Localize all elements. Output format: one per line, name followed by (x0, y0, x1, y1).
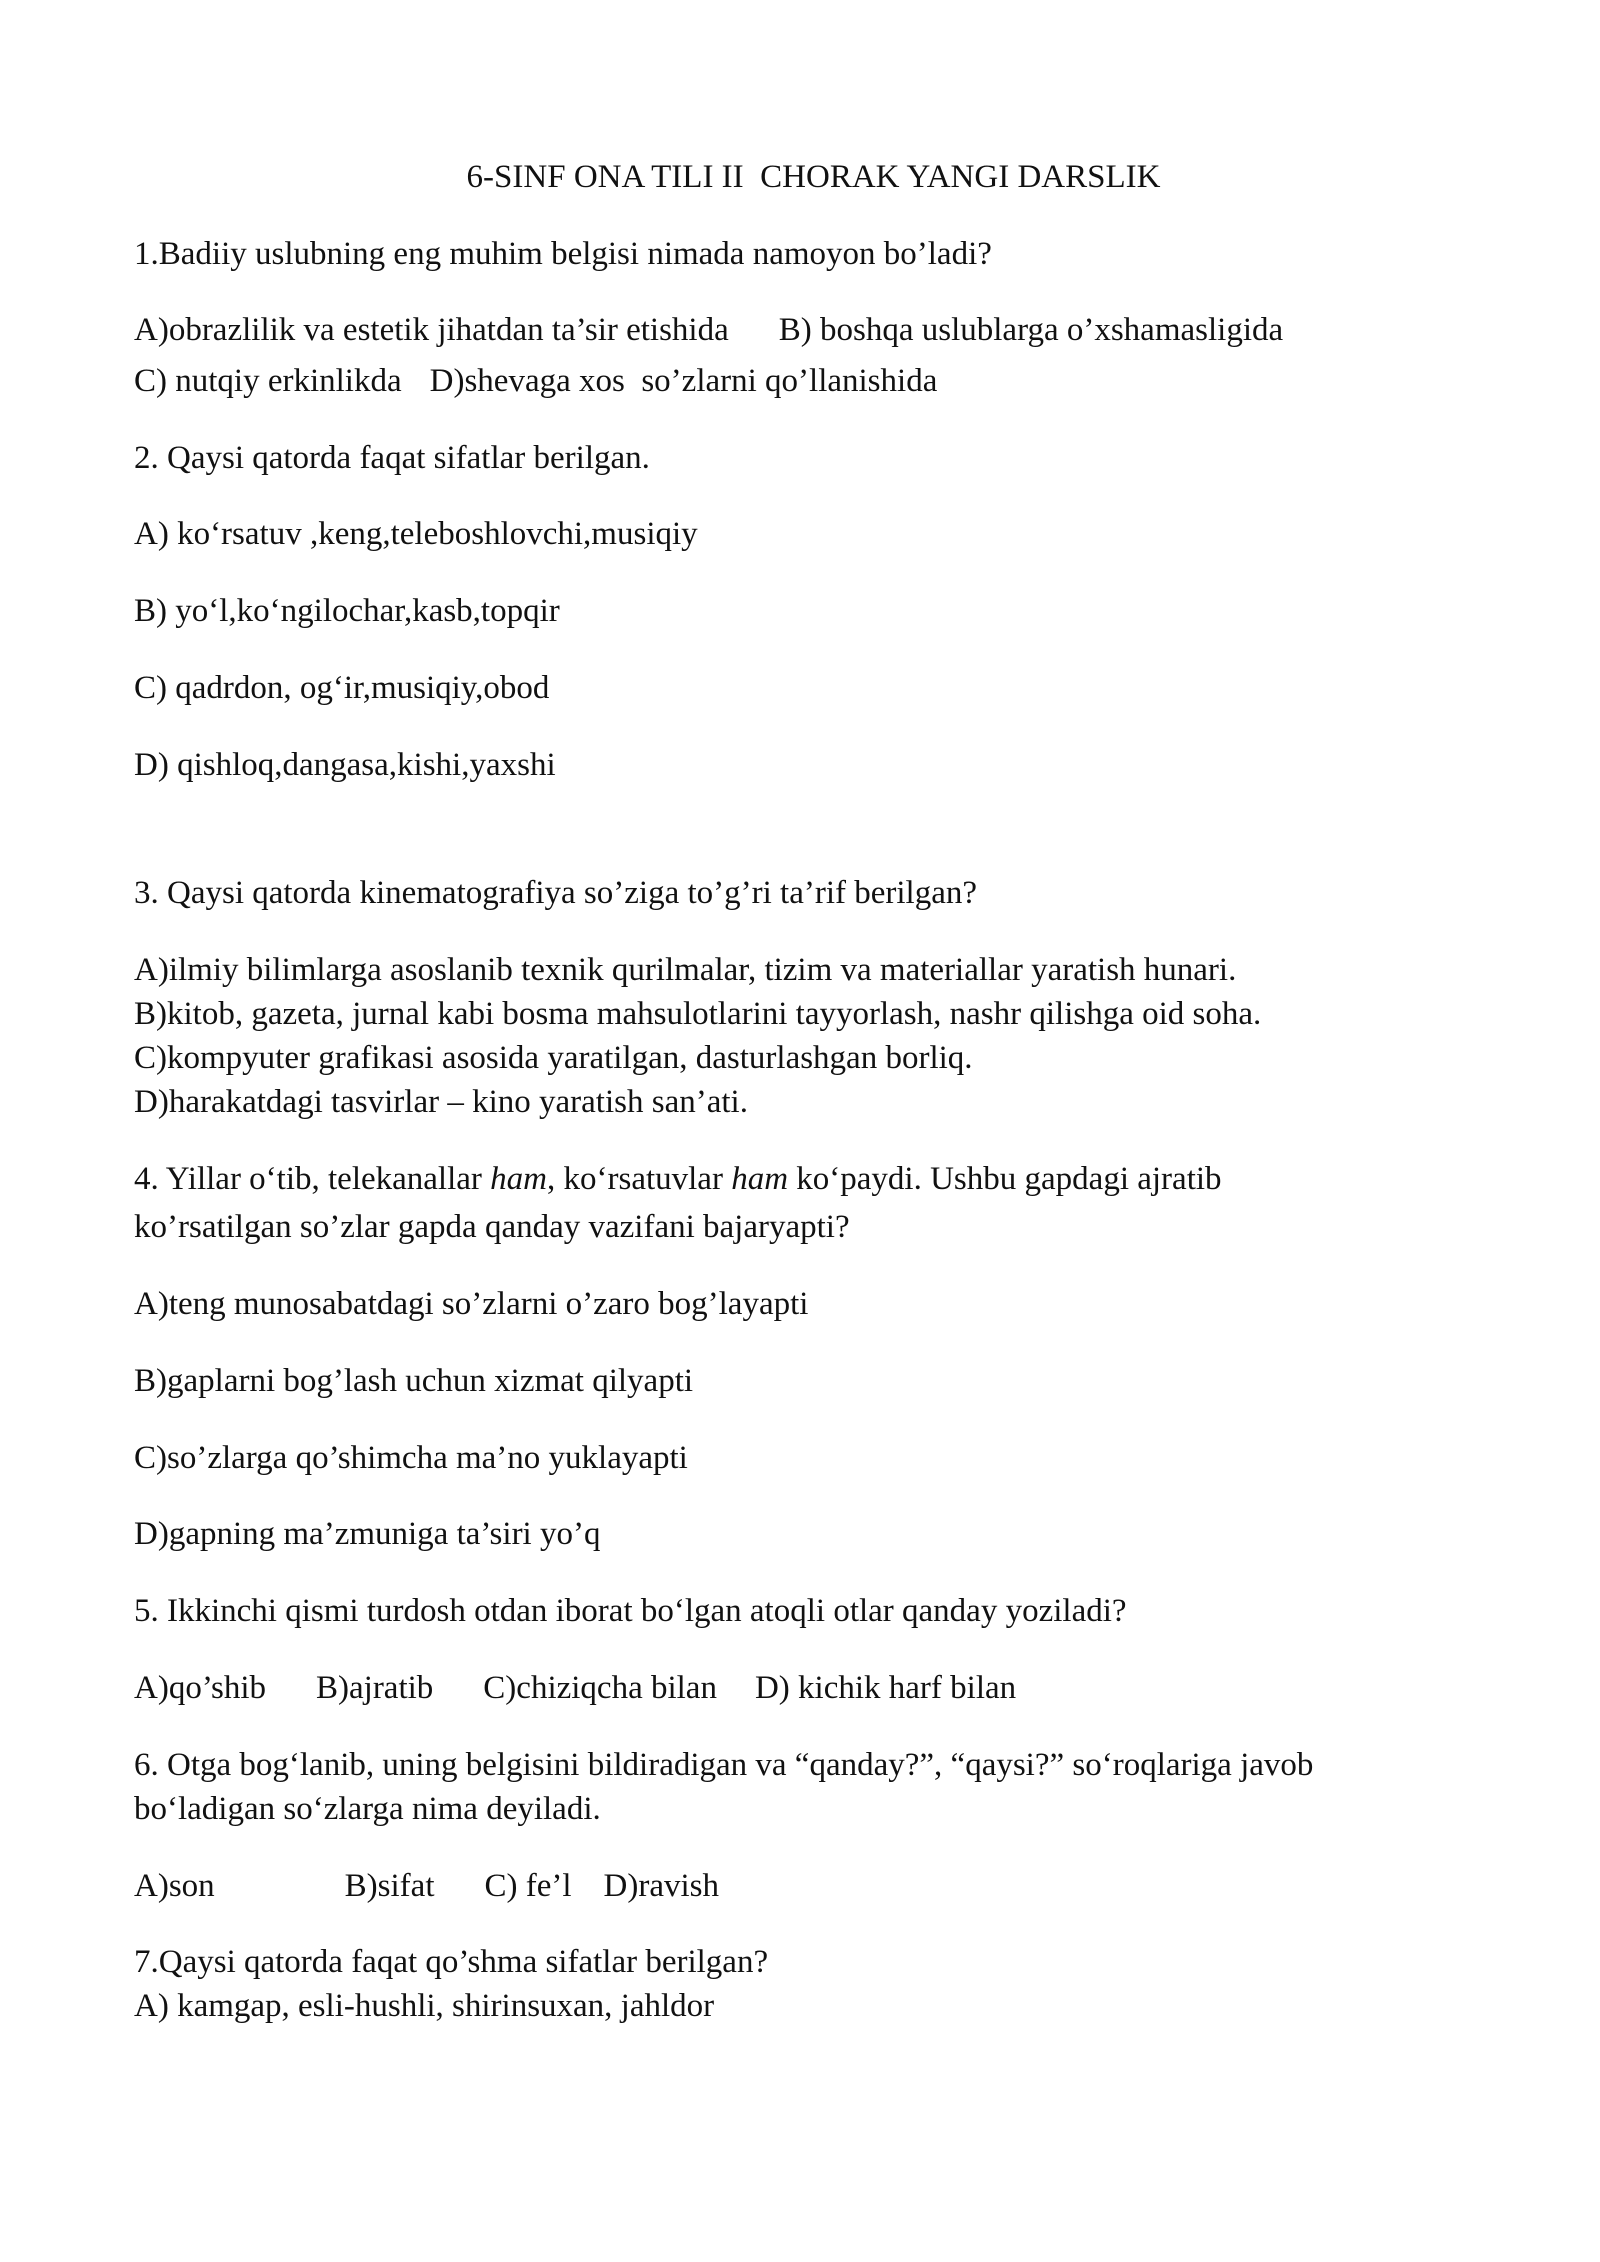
q3-option-a: A)ilmiy bilimlarga asoslanib texnik qurilmalar, tizim va materiallar yaratish hunari. (134, 952, 1237, 988)
q6-option-b: B)sifat (344, 1868, 435, 1904)
q1-option-c: C) nutqiy erkinlikda (134, 363, 402, 399)
q7-option-a: A) kamgap, esli-hushli, shirinsuxan, jahldor (134, 1988, 715, 2024)
question-4-line-2: ko’rsatilgan so’zlar gapda qanday vazifani bajaryapti? (134, 1209, 850, 1245)
q5-option-b: B)ajratib (316, 1670, 434, 1706)
q3-option-c: C)kompyuter grafikasi asosida yaratilgan, dasturlashgan borliq. (134, 1040, 973, 1076)
q1-option-d: D)shevaga xos so’zlarni qo’llanishida (429, 363, 938, 399)
question-5: 5. Ikkinchi qismi turdosh otdan iborat bo‘lgan atoqli otlar qanday yoziladi? (134, 1593, 1127, 1629)
q4-highlight-word-1: ham (490, 1161, 547, 1197)
q1-options-row-1 (134, 310, 1283, 350)
page-title: 6-SINF ONA TILI II CHORAK YANGI DARSLIK (466, 159, 1161, 195)
q2-option-a: A) ko‘rsatuv ,keng,teleboshlovchi,musiqiy (134, 516, 698, 552)
q5-option-a: A)qo’shib (134, 1670, 266, 1706)
question-3: 3. Qaysi qatorda kinematografiya so’ziga to’g’ri ta’rif berilgan? (134, 875, 977, 911)
q4-option-b: B)gaplarni bog’lash uchun xizmat qilyapti (134, 1363, 694, 1399)
q2-option-c: C) qadrdon, og‘ir,musiqiy,obod (134, 670, 550, 706)
q1-option-a: A)obrazlilik va estetik jihatdan ta’sir etishida (134, 312, 729, 348)
q4-text-part-3: ko‘paydi. Ushbu gapdagi ajratib (788, 1161, 1222, 1197)
question-1: 1.Badiiy uslubning eng muhim belgisi nimada namoyon bo’ladi? (134, 236, 992, 272)
q5-options-row (134, 1668, 1016, 1708)
q6-option-d: D)ravish (603, 1868, 720, 1904)
question-7: 7.Qaysi qatorda faqat qo’shma sifatlar berilgan? (134, 1944, 769, 1980)
q5-option-d: D) kichik harf bilan (754, 1670, 1017, 1706)
q6-option-a: A)son (134, 1868, 215, 1904)
q4-option-c: C)so’zlarga qo’shimcha ma’no yuklayapti (134, 1440, 688, 1476)
question-2: 2. Qaysi qatorda faqat sifatlar berilgan. (134, 440, 650, 476)
q2-option-b: B) yo‘l,ko‘ngilochar,kasb,topqir (134, 593, 560, 629)
q4-highlight-word-2: ham (731, 1161, 789, 1197)
question-6-line-1: 6. Otga bog‘lanib, uning belgisini bildiradigan va “qanday?”, “qaysi?” so‘roqlariga javob (134, 1747, 1314, 1783)
q4-text-part-1: 4. Yillar o‘tib, telekanallar (134, 1161, 491, 1197)
q3-option-d: D)harakatdagi tasvirlar – kino yaratish san’ati. (134, 1084, 748, 1120)
q3-option-b: B)kitob, gazeta, jurnal kabi bosma mahsulotlarini tayyorlash, nashr qilishga oid soha. (134, 996, 1262, 1032)
q6-options-row (134, 1866, 719, 1906)
q6-option-c: C) fe’l (484, 1868, 572, 1904)
q1-option-b: B) boshqa uslublarga o’xshamasligida (778, 312, 1284, 348)
q4-option-d: D)gapning ma’zmuniga ta’siri yo’q (134, 1516, 601, 1552)
q4-option-a: A)teng munosabatdagi so’zlarni o’zaro bog’layapti (134, 1286, 809, 1322)
q5-option-c: C)chiziqcha bilan (483, 1670, 717, 1706)
q2-option-d: D) qishloq,dangasa,kishi,yaxshi (134, 747, 556, 783)
q4-text-part-2: , ko‘rsatuvlar (547, 1161, 732, 1197)
question-4-line-1 (134, 1159, 1222, 1199)
q1-options-row-2 (134, 361, 937, 401)
question-6-line-2: bo‘ladigan so‘zlarga nima deyiladi. (134, 1791, 601, 1827)
